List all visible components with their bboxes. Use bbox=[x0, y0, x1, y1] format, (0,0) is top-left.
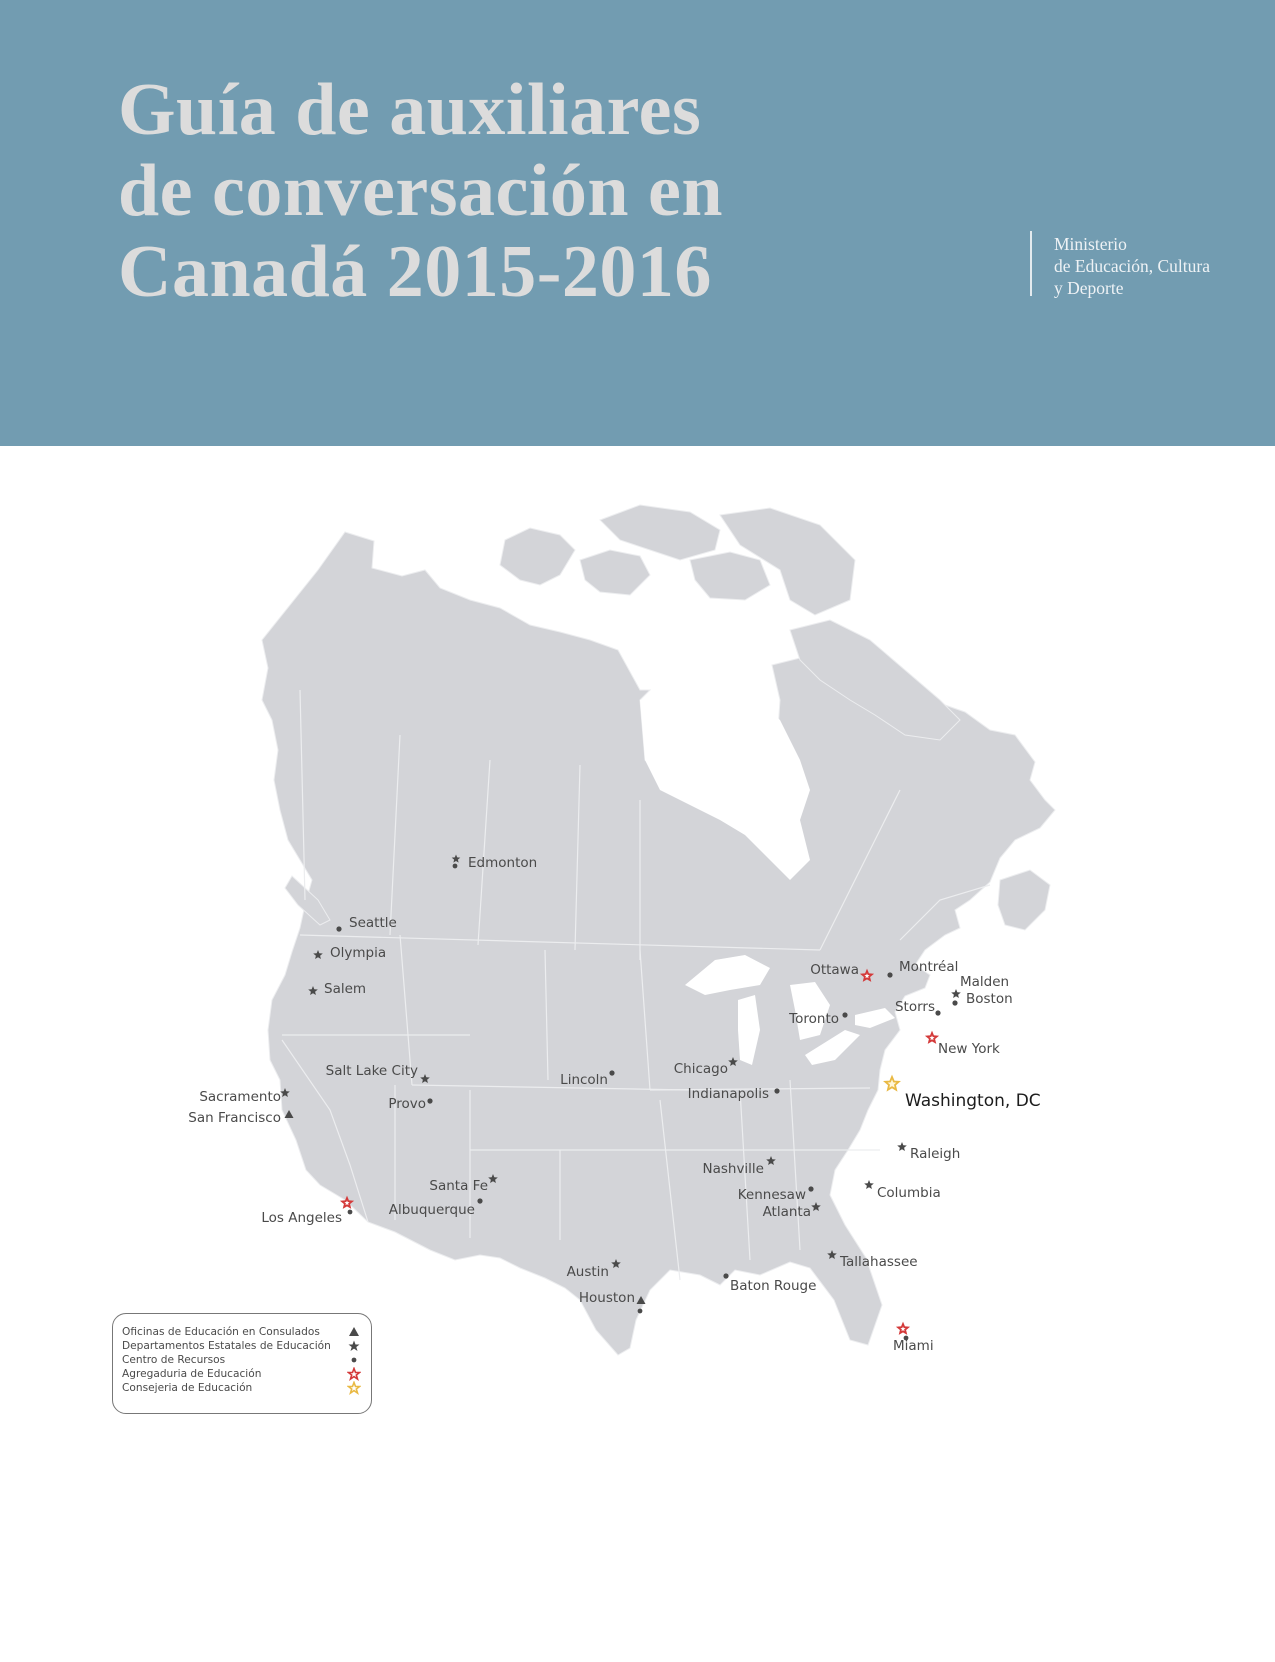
arctic-island-4 bbox=[690, 552, 770, 600]
city-dot-icon bbox=[638, 1309, 643, 1314]
city-dot-icon bbox=[477, 1198, 482, 1203]
city-dot-icon bbox=[774, 1088, 779, 1093]
city-label: Provo bbox=[388, 1096, 426, 1112]
title-line-3: Canadá 2015-2016 bbox=[118, 231, 712, 313]
city-label: Kennesaw bbox=[737, 1187, 806, 1203]
ministry-line-3: y Deporte bbox=[1054, 278, 1124, 298]
cover-header bbox=[0, 0, 1275, 446]
city-label: Storrs bbox=[894, 999, 935, 1015]
legend-label: Agregaduria de Educación bbox=[122, 1368, 262, 1380]
city-label: Olympia bbox=[330, 945, 387, 961]
legend-row-resource-center bbox=[122, 1353, 361, 1367]
legend-label: Centro de Recursos bbox=[122, 1354, 226, 1366]
title-line-2: de conversación en bbox=[118, 150, 724, 232]
city-star-icon bbox=[864, 1180, 874, 1189]
red-star-icon bbox=[347, 1367, 361, 1381]
legend-row-attache bbox=[122, 1367, 361, 1381]
map-legend bbox=[112, 1313, 372, 1414]
city-dot-icon bbox=[952, 1000, 957, 1005]
city-label: Nashville bbox=[702, 1161, 764, 1177]
city-label: Columbia bbox=[877, 1185, 941, 1201]
city-label: Santa Fe bbox=[429, 1178, 488, 1194]
dot-icon bbox=[347, 1353, 361, 1367]
legend-row-state-departments bbox=[122, 1339, 361, 1353]
city-dot-icon bbox=[723, 1273, 728, 1278]
city-label: Sacramento bbox=[199, 1089, 281, 1105]
city-star-icon bbox=[951, 989, 961, 998]
city-label: Los Angeles bbox=[261, 1210, 342, 1226]
city-label: Lincoln bbox=[560, 1072, 608, 1088]
city-label: Atlanta bbox=[762, 1204, 811, 1220]
legend-row-consulate-offices bbox=[122, 1325, 361, 1339]
city-label: Houston bbox=[578, 1290, 635, 1306]
city-label: Ottawa bbox=[810, 962, 859, 978]
newfoundland bbox=[998, 870, 1050, 930]
city-label: Toronto bbox=[789, 1011, 839, 1027]
city-dot-icon bbox=[808, 1186, 813, 1191]
city-dot-icon bbox=[453, 864, 458, 869]
city-red-star-icon bbox=[927, 1033, 937, 1042]
legend-row-counsel bbox=[122, 1381, 361, 1395]
city-label: Baton Rouge bbox=[730, 1278, 817, 1294]
city-dot-icon bbox=[887, 972, 892, 977]
legend-label: Departamentos Estatales de Educación bbox=[122, 1340, 331, 1352]
city-star-icon bbox=[897, 1142, 907, 1151]
city-label: Albuquerque bbox=[388, 1202, 475, 1218]
ministry-divider bbox=[1030, 231, 1032, 296]
city-label: Austin bbox=[566, 1264, 609, 1280]
legend-label: Oficinas de Educación en Consulados bbox=[122, 1326, 320, 1338]
gold-star-icon bbox=[347, 1381, 361, 1395]
ministry-line-2: de Educación, Cultura bbox=[1054, 256, 1210, 276]
city-dot-icon bbox=[427, 1098, 432, 1103]
city-label: Montréal bbox=[899, 959, 959, 975]
city-label: Salt Lake City bbox=[325, 1063, 418, 1079]
city-label: Malden bbox=[960, 974, 1010, 990]
title-line-1: Guía de auxiliares bbox=[118, 69, 702, 151]
city-dot-icon bbox=[842, 1012, 847, 1017]
star-icon bbox=[347, 1339, 361, 1353]
city-red-star-icon bbox=[898, 1324, 908, 1333]
city-label: Chicago bbox=[673, 1061, 728, 1077]
cover-title bbox=[118, 70, 723, 313]
city-label: Seattle bbox=[349, 915, 397, 931]
city-gold-star-icon bbox=[885, 1077, 898, 1090]
ministry-line-1: Ministerio bbox=[1054, 234, 1127, 254]
city-dot-icon bbox=[609, 1070, 614, 1075]
city-dot-icon bbox=[935, 1010, 940, 1015]
city-label: Salem bbox=[324, 981, 367, 997]
city-dot-icon bbox=[348, 1210, 353, 1215]
city-label: San Francisco bbox=[188, 1110, 281, 1126]
city-label: New York bbox=[938, 1041, 1000, 1057]
city-label: Boston bbox=[966, 991, 1013, 1007]
north-america-map bbox=[0, 446, 1275, 1446]
mainland-shape bbox=[262, 532, 1055, 1355]
city-label: Tallahassee bbox=[840, 1254, 918, 1270]
triangle-icon bbox=[347, 1325, 361, 1339]
city-label: Miami bbox=[893, 1338, 934, 1354]
city-label: Edmonton bbox=[468, 855, 538, 871]
ministry-name bbox=[1054, 233, 1210, 299]
city-dot-icon bbox=[336, 926, 341, 931]
arctic-island-2 bbox=[580, 550, 650, 595]
city-label: Raleigh bbox=[910, 1146, 961, 1162]
city-label: Washington, DC bbox=[905, 1091, 1041, 1111]
arctic-island-1 bbox=[500, 528, 575, 585]
legend-label: Consejeria de Educación bbox=[122, 1382, 253, 1394]
city-label: Indianapolis bbox=[687, 1086, 769, 1102]
